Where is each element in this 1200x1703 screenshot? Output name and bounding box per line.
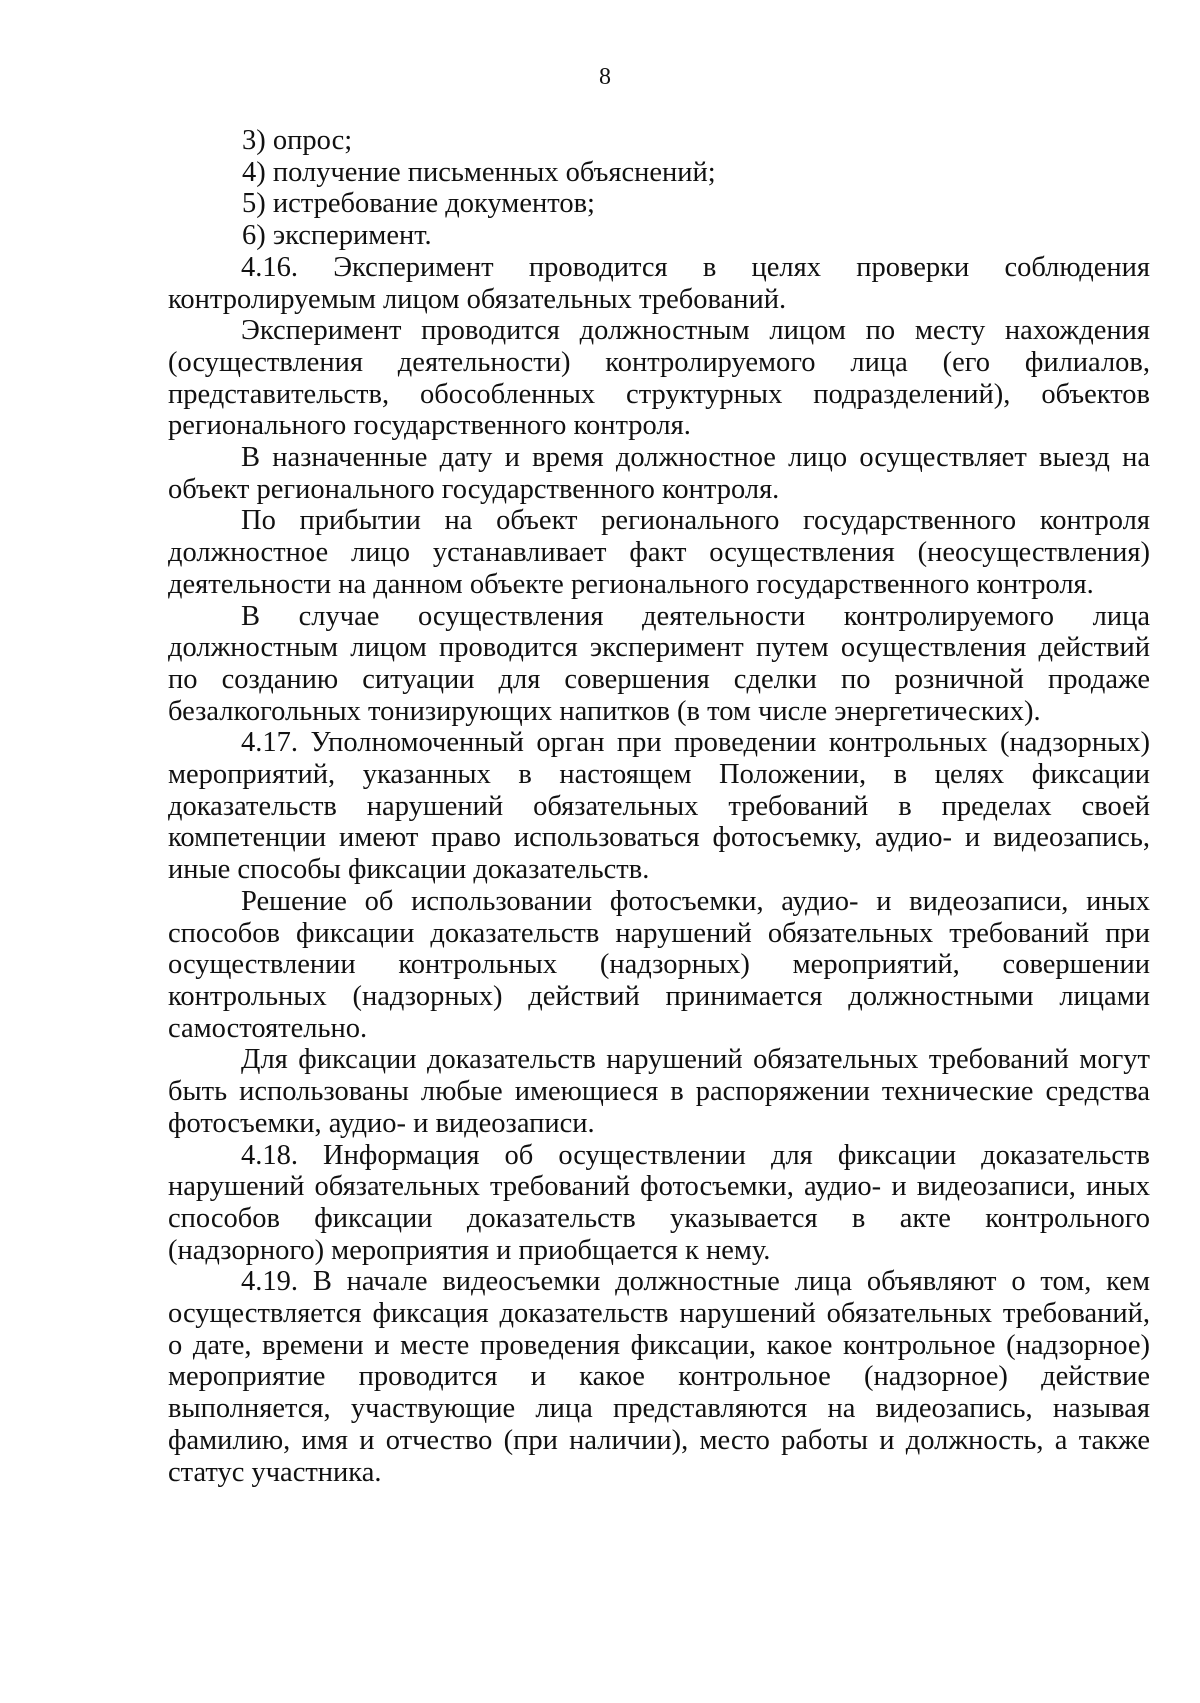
list-item: 4) получение письменных объяснений; xyxy=(242,156,716,188)
paragraph-4-19: 4.19. В начале видеосъемки должностные лица объявляют о том, кем осуществляется фиксация доказательств нарушений обязательных требований, о дате, времени и месте проведения фиксации, какое контрольное (надзорное) мероприятие проводится и какое контрольное (надзорное) действие выполняется, участвующие лица представляются на видеозапись, называя фамилию, имя и отчество (при наличии), место работы и должность, а также статус участника. xyxy=(168,1266,1150,1488)
paragraph-4-16: 4.16. Эксперимент проводится в целях проверки соблюдения контролируемым лицом обязательных требований. xyxy=(168,251,1150,315)
paragraph: В случае осуществления деятельности контролируемого лица должностным лицом проводится эксперимент путем осуществления действий по созданию ситуации для совершения сделки по розничной продаже безалкогольных тонизирующих напитков (в том числе энергетических). xyxy=(168,600,1150,727)
paragraph: В назначенные дату и время должностное лицо осуществляет выезд на объект регионального государственного контроля. xyxy=(168,442,1150,505)
list-item: 6) эксперимент. xyxy=(242,220,432,252)
paragraph: Эксперимент проводится должностным лицом по месту нахождения (осуществления деятельности) контролируемого лица (его филиалов, представительств, обособленных структурных подразделений), объектов регионального государственного контроля. xyxy=(168,315,1150,442)
list-item: 3) опрос; xyxy=(242,125,353,156)
page-number: 8 xyxy=(599,64,611,90)
list-item: 5) истребование документов; xyxy=(242,188,595,220)
paragraph: Для фиксации доказательств нарушений обязательных требований могут быть использованы любые имеющиеся в распоряжении технические средства фотосъемки, аудио- и видеозаписи. xyxy=(168,1044,1150,1139)
paragraph-4-18: 4.18. Информация об осуществлении для фиксации доказательств нарушений обязательных требований фотосъемки, аудио- и видеозаписи, иных способов фиксации доказательств указывается в акте контрольного (надзорного) мероприятия и приобщается к нему. xyxy=(168,1139,1150,1266)
paragraph-4-17: 4.17. Уполномоченный орган при проведении контрольных (надзорных) мероприятий, указанных в настоящем Положении, в целях фиксации доказательств нарушений обязательных требований в пределах своей компетенции имеют право использоваться фотосъемку, аудио- и видеозапись, иные способы фиксации доказательств. xyxy=(168,727,1150,886)
paragraph: Решение об использовании фотосъемки, аудио- и видеозаписи, иных способов фиксации доказательств нарушений обязательных требований при осуществлении контрольных (надзорных) мероприятий, совершении контрольных (надзорных) действий принимается должностными лицами самостоятельно. xyxy=(168,885,1150,1044)
document-body xyxy=(168,125,1150,1488)
paragraph: По прибытии на объект регионального государственного контроля должностное лицо устанавливает факт осуществления (неосуществления) деятельности на данном объекте регионального государственного контроля. xyxy=(168,505,1150,600)
